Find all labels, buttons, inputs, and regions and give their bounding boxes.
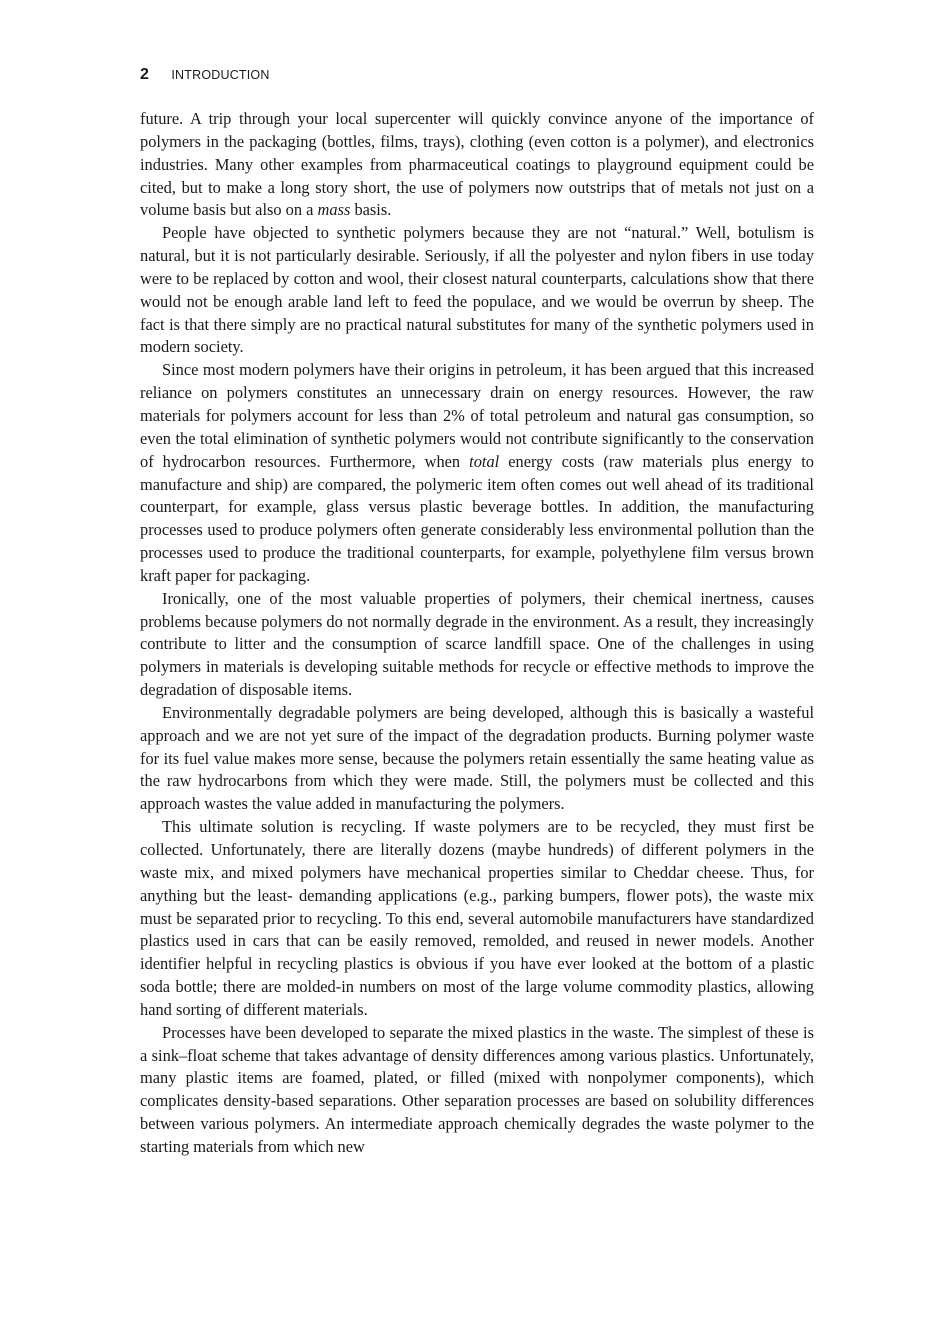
paragraph-text: People have objected to synthetic polymers because they are not “natural.” Well, botulism is natural, but it is not particularly desirable. Seriously, if all the polyester and nylon fibers in use today were to be replaced by cotton and wool, their closest natural counterparts, calculations show that there would not be enough arable land left to feed the populace, and we would be overrun by sheep. The fact is that there simply are no practical natural substitutes for many of the synthetic polymers used in modern society. xyxy=(140,223,814,357)
paragraph xyxy=(140,702,814,816)
paragraph-text: This ultimate solution is recycling. If waste polymers are to be recycled, they must first be collected. Unfortunately, there are literally dozens (maybe hundreds) of different polymers in the waste mix, and mixed polymers have mechanical properties similar to Cheddar cheese. Thus, for anything but the least- demanding applications (e.g., parking bumpers, flower pots), the waste mix must be separated prior to recycling. To this end, several automobile manufacturers have standardized plastics used in cars that can be easily removed, remolded, and reused in newer models. Another identifier helpful in recycling plastics is obvious if you have ever looked at the bottom of a plastic soda bottle; there are molded-in numbers on most of the large volume commodity plastics, allowing hand sorting of different materials. xyxy=(140,817,814,1019)
paragraph xyxy=(140,1022,814,1159)
paragraph-text: future. A trip through your local supercenter will quickly convince anyone of the importance of polymers in the packaging (bottles, films, trays), clothing (even cotton is a polymer), and electronics industries. Many other examples from pharmaceutical coatings to playground equipment could be cited, but to make a long story short, the use of polymers now outstrips that of metals not just on a volume basis but also on a xyxy=(140,109,814,220)
paragraph xyxy=(140,816,814,1022)
body-text xyxy=(140,108,814,1159)
paragraph-text: Processes have been developed to separate the mixed plastics in the waste. The simplest of these is a sink–float scheme that takes advantage of density differences among various plastics. Unfortunately, many plastic items are foamed, plated, or filled (mixed with nonpolymer components), which complicates density-based separations. Other separation processes are based on solubility differences between various polymers. An intermediate approach chemically degrades the waste polymer to the starting materials from which new xyxy=(140,1022,814,1156)
paragraph-text: Ironically, one of the most valuable properties of polymers, their chemical inertness, causes problems because polymers do not normally degrade in the environment. As a result, they increasingly contribute to litter and the consumption of scarce landfill space. One of the challenges in using polymers in materials is developing suitable methods for recycle or effective methods to improve the degradation of disposable items. xyxy=(140,588,814,700)
paragraph xyxy=(140,359,814,587)
running-head xyxy=(140,66,270,84)
paragraph xyxy=(140,108,814,222)
emphasis-text: total xyxy=(469,451,500,471)
paragraph-text: Environmentally degradable polymers are being developed, although this is basically a wasteful approach and we are not yet sure of the impact of the degradation products. Burning polymer waste for its fuel value makes more sense, because the polymers retain essentially the same heating value as the raw hydrocarbons from which they were made. Still, the polymers must be collected and this approach wastes the value added in manufacturing the polymers. xyxy=(140,702,814,814)
paragraph xyxy=(140,588,814,702)
page-number: 2 xyxy=(140,66,149,83)
section-title: INTRODUCTION xyxy=(171,68,270,82)
paragraph-text: energy costs (raw materials plus energy to manufacture and ship) are compared, the polymeric item often comes out well ahead of its traditional counterpart, for example, glass versus plastic beverage bottles. In addition, the manufacturing processes used to produce polymers often generate considerably less environmental pollution than the processes used to produce the traditional counterparts, for example, polyethylene film versus brown kraft paper for packaging. xyxy=(140,451,815,585)
emphasis-text: mass xyxy=(317,200,351,220)
paragraph-text: Since most modern polymers have their origins in petroleum, it has been argued that this increased reliance on polymers constitutes an unnecessary drain on energy resources. However, the raw materials for polymers account for less than 2% of total petroleum and natural gas consumption, so even the total elimination of synthetic polymers would not contribute significantly to the conservation of hydrocarbon resources. Furthermore, when xyxy=(140,360,814,471)
paragraph xyxy=(140,222,814,359)
paragraph-text: basis. xyxy=(350,200,392,220)
